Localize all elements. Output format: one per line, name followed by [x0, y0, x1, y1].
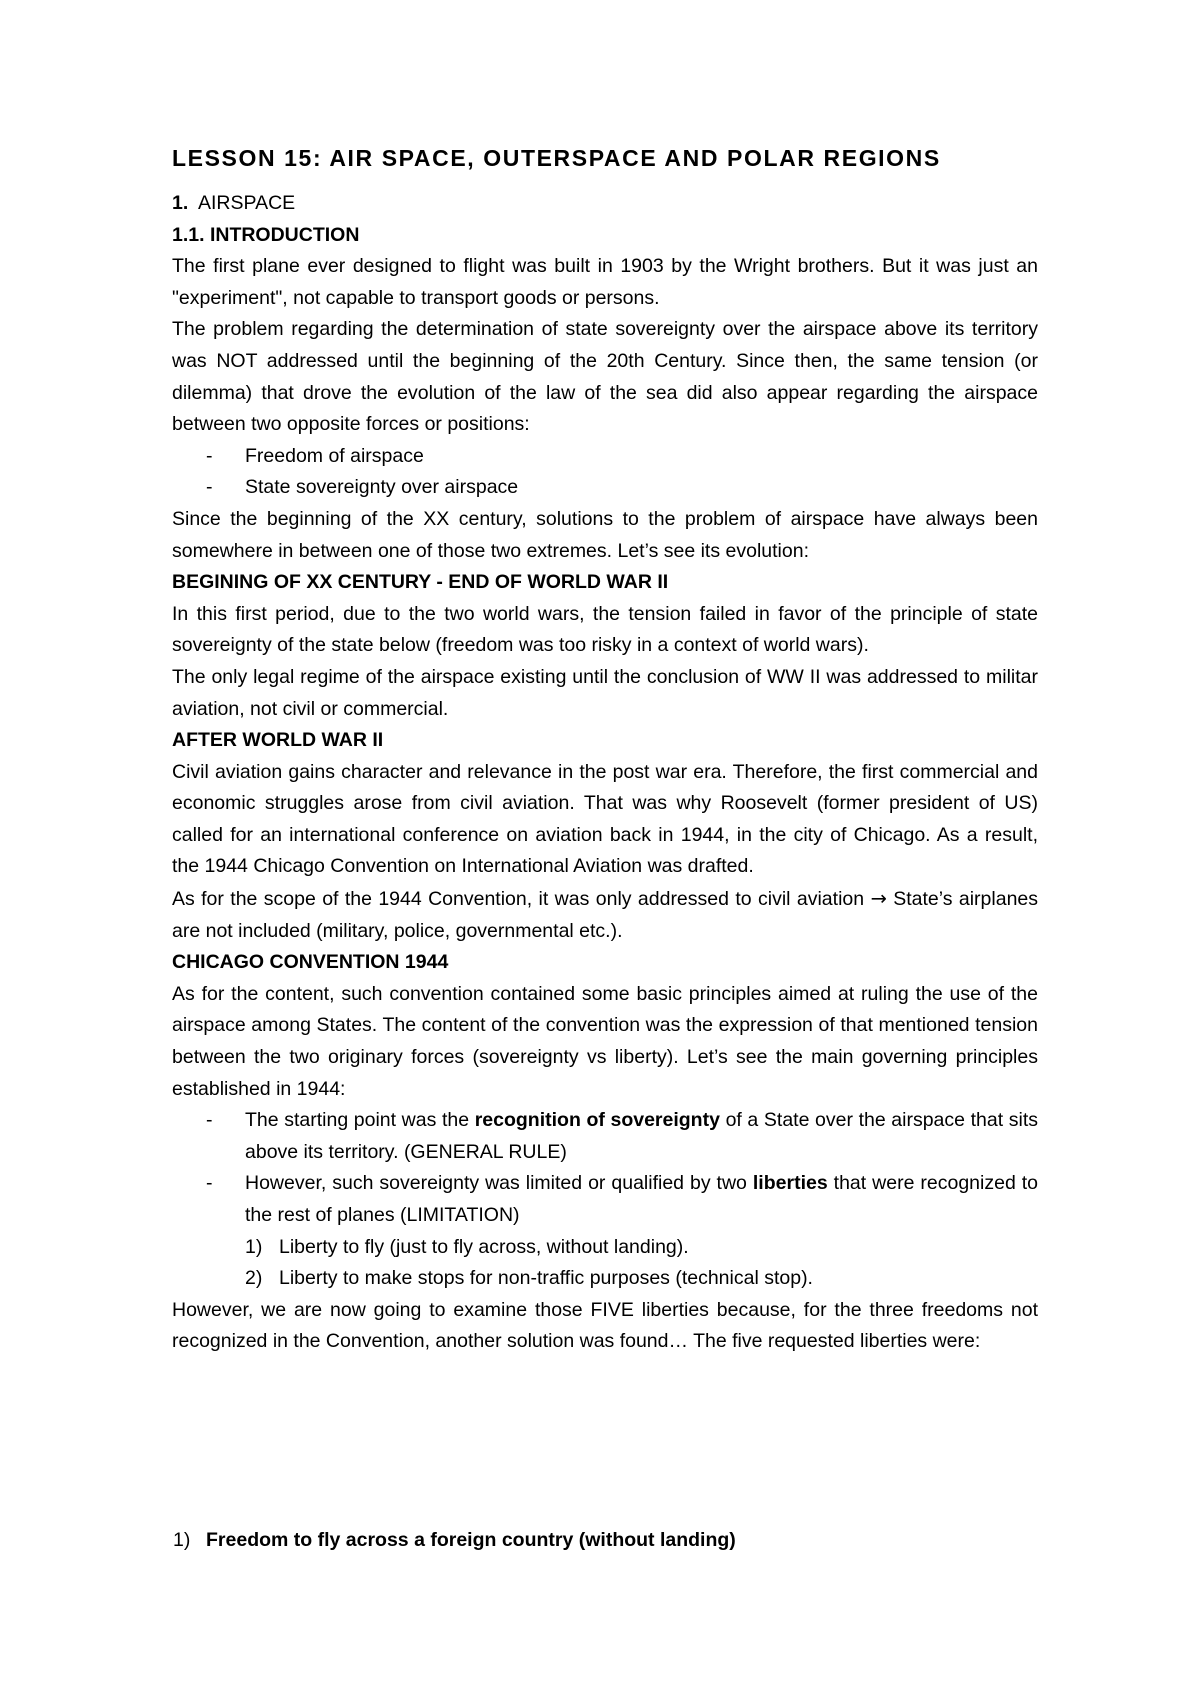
list-item-freedom [172, 441, 1038, 473]
dash-marker: - [206, 1172, 213, 1195]
freedom-item-number: 1) [173, 1529, 191, 1551]
document-body [172, 142, 1038, 1358]
paragraph-first-plane: The first plane ever designed to flight was built in 1903 by the Wright brothers. But it was just an "experiment", not capable to transport goods or persons. [172, 255, 1038, 309]
sub-item-text: Liberty to fly (just to fly across, without landing). [279, 1235, 689, 1258]
subsection-heading-introduction: 1.1. INTRODUCTION [172, 223, 360, 246]
sub-item-text: Liberty to make stops for non-traffic purposes (technical stop). [279, 1267, 813, 1290]
dash-marker: - [206, 476, 213, 499]
list-item-text: State sovereignty over airspace [245, 476, 519, 499]
list-item-text: Freedom of airspace [245, 444, 424, 467]
sub-item-number: 1) [245, 1235, 263, 1258]
freedom-item-1 [173, 1525, 736, 1557]
emphasis-text: recognition of sovereignty [474, 1109, 720, 1132]
heading-after-world-war: AFTER WORLD WAR II [172, 729, 384, 752]
list-item-sovereignty [172, 472, 1038, 504]
section-number: 1. [172, 192, 189, 214]
paragraph-evolution: Since the beginning of the XX century, solutions to the problem of airspace have always been somewhere in between one of those two extremes. Let’s see its evolution: [172, 507, 1038, 562]
paragraph-five-liberties: However, we are now going to examine those FIVE liberties because, for the three freedoms not recognized in the Convention, another solution was found… The five requested liberties were: [172, 1298, 1038, 1353]
sub-item-liberty-fly [172, 1232, 1038, 1264]
list-item-text: However, such sovereignty was limited or qualified by two [245, 1172, 747, 1195]
list-item-text: that were recognized to the rest of planes (LIMITATION) [245, 1172, 1039, 1226]
paragraph-civil-aviation: Civil aviation gains character and relevance in the post war era. Therefore, the first commercial and economic struggles arose from civil aviation. That was why Roosevelt (former president of US) called for an international conference on aviation back in 1944, in the city of Chicago. As a result, the 1944 Chicago Convention on International Aviation was drafted. [172, 760, 1038, 878]
paragraph-first-period: In this first period, due to the two world wars, the tension failed in favor of the principle of state sovereignty of the state below (freedom was too risky in a context of world wars). [172, 602, 1038, 657]
scope-text-b: State’s airplanes are not included (military, police, governmental etc.). [172, 888, 1039, 942]
freedom-item-text: Freedom to fly across a foreign country (without landing) [206, 1529, 736, 1551]
list-item-text: of a State over the airspace that sits above its territory. (GENERAL RULE) [245, 1109, 1038, 1163]
dash-marker: - [206, 1109, 213, 1132]
sub-item-number: 2) [245, 1267, 263, 1290]
scope-text-a: As for the scope of the 1944 Convention, it was only addressed to civil aviation [172, 888, 865, 911]
sub-item-liberty-stops [172, 1263, 1038, 1295]
heading-begining-xx-century: BEGINING OF XX CENTURY - END OF WORLD WAR II [172, 571, 669, 594]
heading-chicago-convention: CHICAGO CONVENTION 1944 [172, 951, 449, 974]
list-item-general-rule [172, 1105, 1038, 1168]
paragraph-sovereignty-problem: The problem regarding the determination of state sovereignty over the airspace above its territory was NOT addressed until the beginning of the 20th Century. Since then, the same tension (or dilemma) that drove the evolution of the law of the sea did also appear regarding the airspace between two opposite forces or positions: [172, 318, 1038, 436]
list-item-text: The starting point was the [245, 1109, 470, 1132]
paragraph-legal-regime: The only legal regime of the airspace existing until the conclusion of WW II was addressed to militar aviation, not civil or commercial. [172, 665, 1038, 720]
list-item-limitation [172, 1168, 1038, 1231]
arrow-icon: → [870, 887, 887, 911]
section-label: AIRSPACE [198, 192, 296, 214]
dash-marker: - [206, 444, 213, 467]
emphasis-text: liberties [752, 1172, 828, 1195]
page-title: LESSON 15: AIR SPACE, OUTERSPACE AND POLAR REGIONS [172, 145, 941, 171]
paragraph-content: As for the content, such convention contained some basic principles aimed at ruling the use of the airspace among States. The content of the convention was the expression of that mentioned tension between the two originary forces (sovereignty vs liberty). Let’s see the main governing principles established in 1944: [172, 982, 1038, 1100]
paragraph-scope [172, 883, 1038, 947]
section-heading-airspace [172, 188, 1038, 220]
